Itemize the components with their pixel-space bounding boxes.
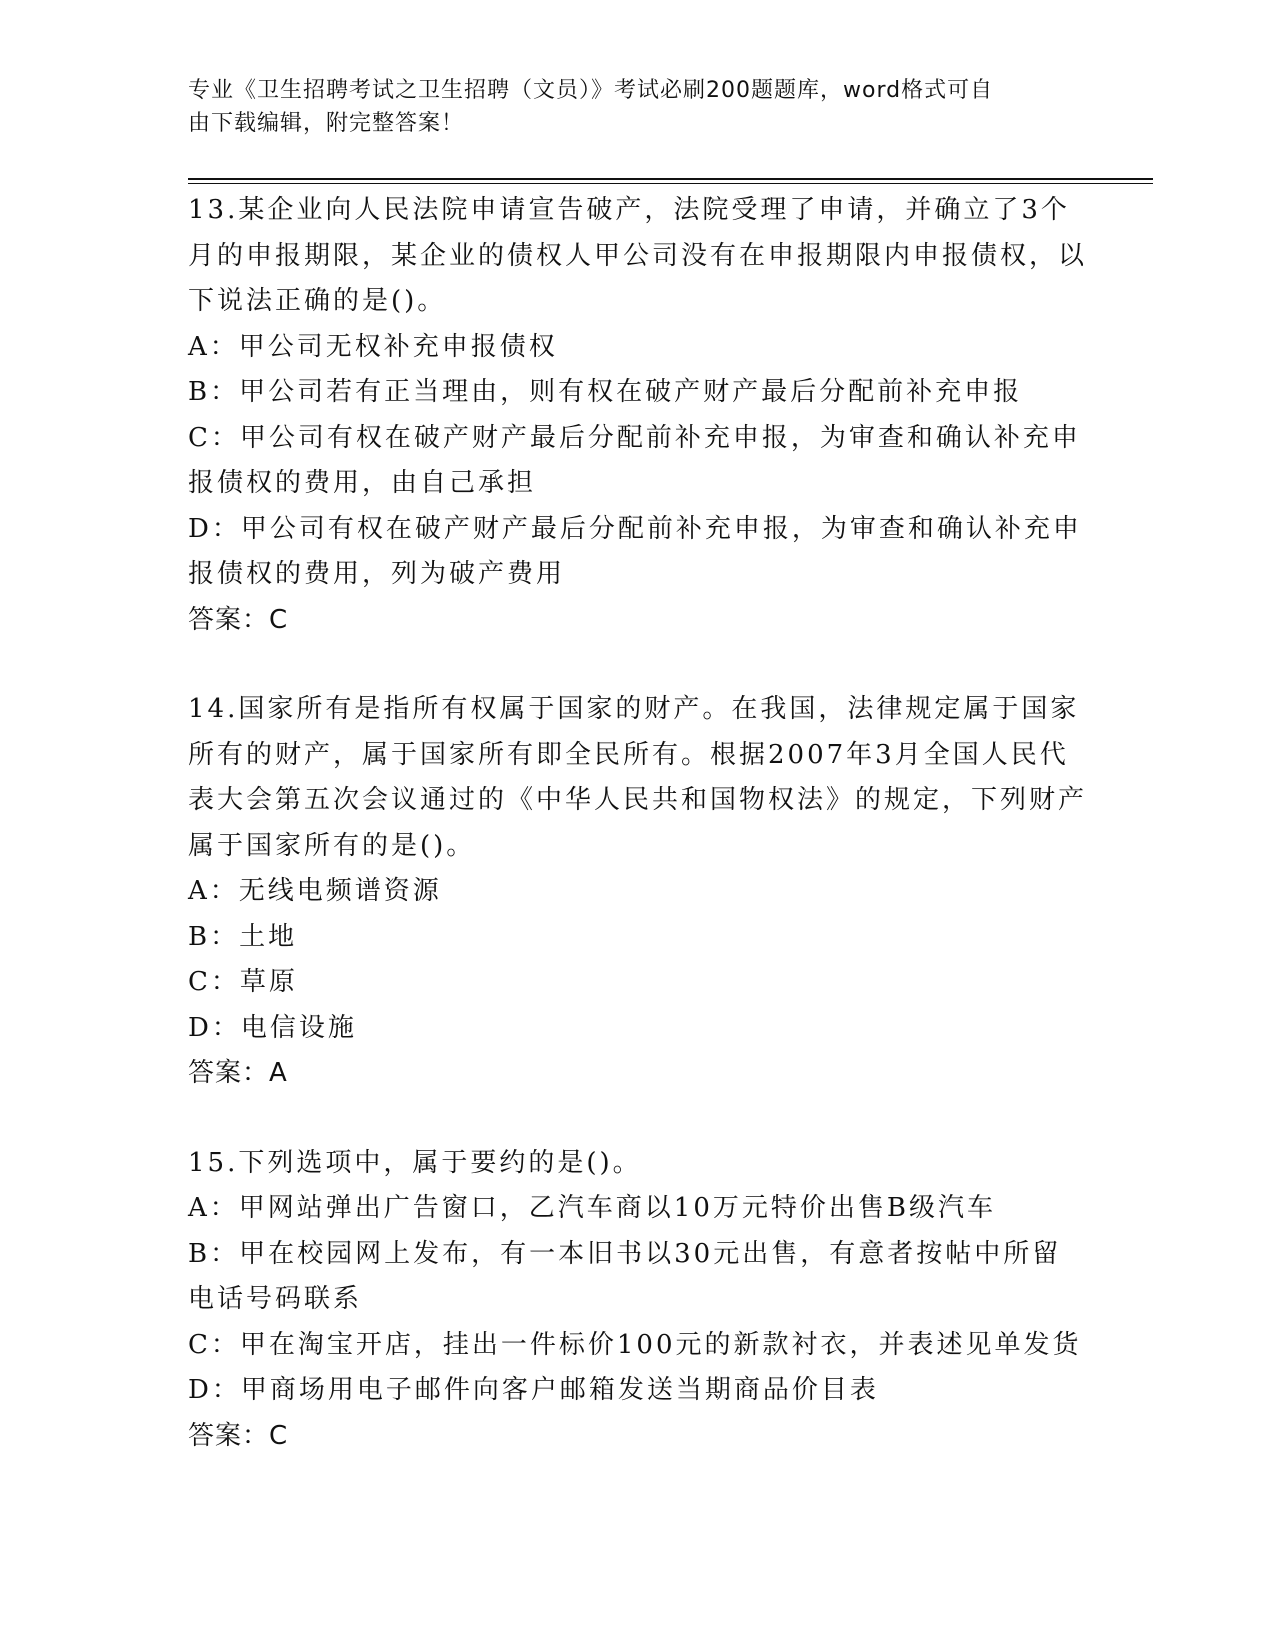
- document-header: [188, 74, 1088, 140]
- option-a: A：甲公司无权补充申报债权: [188, 331, 558, 362]
- answer-label: 答案：A: [188, 1058, 288, 1088]
- option-b: B：土地: [188, 921, 298, 952]
- question-spacer: [188, 1097, 1088, 1141]
- option-a: A：甲网站弹出广告窗口，乙汽车商以10万元特价出售B级汽车: [188, 1193, 996, 1223]
- option-d: D：甲商场用电子邮件向客户邮箱发送当期商品价目表: [188, 1375, 879, 1405]
- question-13: [188, 188, 1088, 643]
- header-line-1: 专业《卫生招聘考试之卫生招聘（文员）》考试必刷200题题库，word格式可自: [188, 78, 994, 103]
- header-line-2: 由下载编辑，附完整答案！: [188, 111, 465, 136]
- answer-label: 答案：C: [188, 1420, 289, 1451]
- option-b: B：甲公司若有正当理由，则有权在破产财产最后分配前补充申报: [188, 377, 1023, 407]
- question-text: 15.下列选项中，属于要约的是()。: [188, 1147, 642, 1178]
- question-14: [188, 687, 1088, 1097]
- question-spacer: [188, 643, 1088, 687]
- option-c: C：草原: [188, 967, 298, 997]
- option-c: C：甲在淘宝开店，挂出一件标价100元的新款衬衣，并表述见单发货: [188, 1329, 1082, 1360]
- question-list: [188, 188, 1088, 1459]
- question-text: 13.某企业向人民法院申请宣告破产，法院受理了申请，并确立了3个月的申报期限，某企业的债权人甲公司没有在申报期限内申报债权，以下说法正确的是()。: [188, 195, 1088, 316]
- question-text: 14.国家所有是指所有权属于国家的财产。在我国，法律规定属于国家所有的财产，属于国家所有即全民所有。根据2007年3月全国人民代表大会第五次会议通过的《中华人民共和国物权法》的规定，下列财产属于国家所有的是()。: [188, 694, 1088, 861]
- option-c: C：甲公司有权在破产财产最后分配前补充申报，为审查和确认补充申报债权的费用，由自己承担: [188, 422, 1081, 498]
- header-divider-thick: [188, 178, 1153, 180]
- option-a: A：无线电频谱资源: [188, 876, 442, 906]
- option-d: D：电信设施: [188, 1012, 357, 1043]
- option-b: B：甲在校园网上发布，有一本旧书以30元出售，有意者按帖中所留电话号码联系: [188, 1238, 1062, 1314]
- question-15: [188, 1141, 1088, 1460]
- answer-label: 答案：C: [188, 604, 289, 635]
- option-d: D：甲公司有权在破产财产最后分配前补充申报，为审查和确认补充申报债权的费用，列为破产费用: [188, 513, 1082, 589]
- header-divider-thin: [188, 183, 1153, 184]
